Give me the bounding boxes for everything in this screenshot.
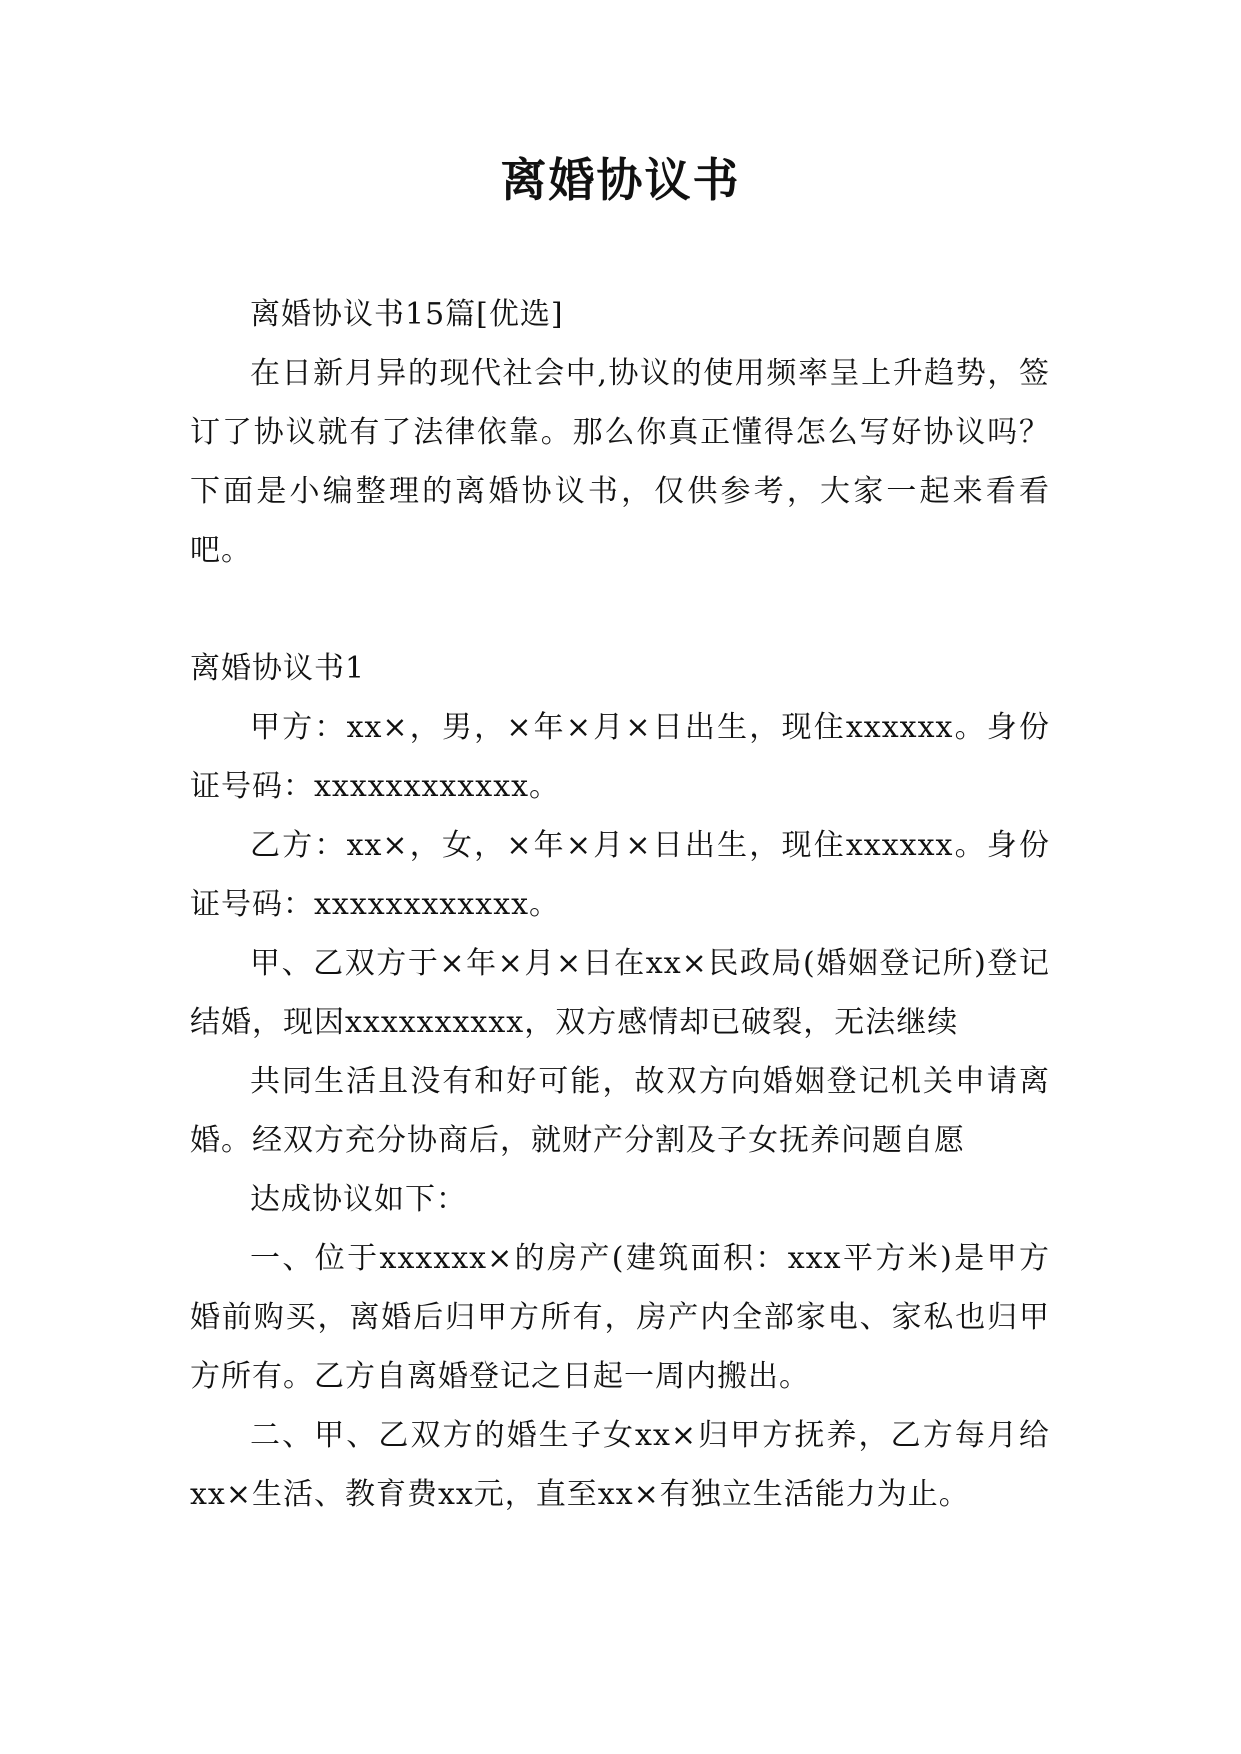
section-heading: 离婚协议书1 [190,651,366,686]
clause-two-paragraph: 二、甲、乙双方的婚生子女xx×归甲方抚养，乙方每月给xx×生活、教育费xx元，直至xx×有独立生活能力为止。 [190,1418,1050,1512]
application-paragraph: 共同生活且没有和好可能，故双方向婚姻登记机关申请离婚。经双方充分协商后，就财产分割及子女抚养问题自愿 [190,1064,1050,1158]
marriage-paragraph: 甲、乙双方于×年×月×日在xx×民政局(婚姻登记所)登记结婚，现因xxxxxxxxxx，双方感情却已破裂，无法继续 [190,946,1050,1040]
subtitle-paragraph: 离婚协议书15篇[优选] [250,297,564,332]
agreement-intro-paragraph: 达成协议如下： [250,1182,467,1217]
party-b-paragraph: 乙方：xx×，女，×年×月×日出生，现住xxxxxx。身份证号码：xxxxxxxxxxxx。 [190,828,1050,922]
document-title: 离婚协议书 [500,153,741,207]
clause-one-paragraph: 一、位于xxxxxx×的房产(建筑面积：xxx平方米)是甲方婚前购买，离婚后归甲方所有，房产内全部家电、家私也归甲方所有。乙方自离婚登记之日起一周内搬出。 [190,1241,1050,1394]
document-body [190,285,1050,1524]
intro-paragraph: 在日新月异的现代社会中,协议的使用频率呈上升趋势，签订了协议就有了法律依靠。那么你真正懂得怎么写好协议吗？下面是小编整理的离婚协议书，仅供参考，大家一起来看看吧。 [190,356,1050,568]
party-a-paragraph: 甲方：xx×，男，×年×月×日出生，现住xxxxxx。身份证号码：xxxxxxxxxxxx。 [190,710,1050,804]
blank-line [190,580,1050,639]
